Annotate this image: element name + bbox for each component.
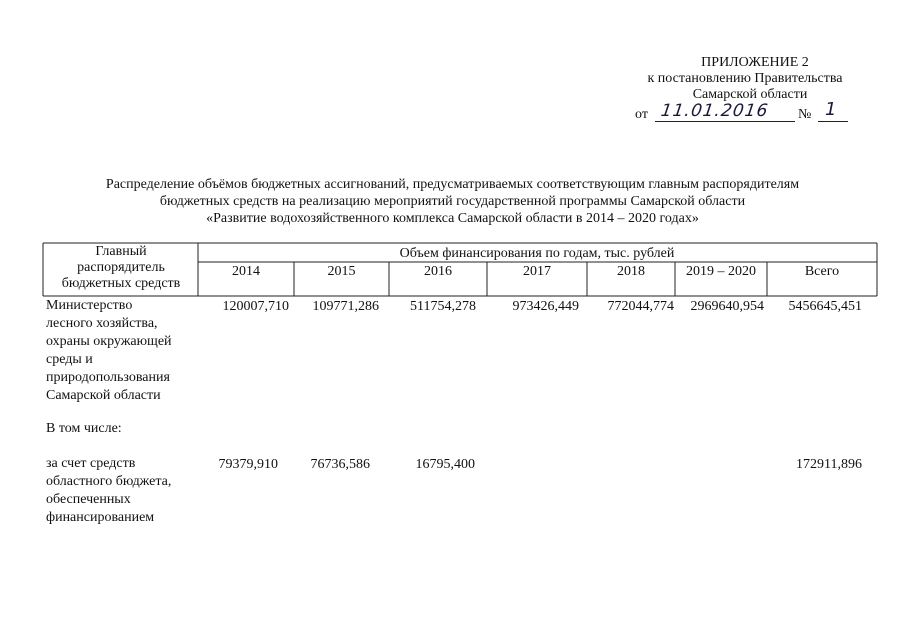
- document-title: [40, 176, 865, 227]
- row-regional-budget-label: [46, 455, 196, 527]
- appendix-date-number-row: [635, 99, 895, 125]
- handwritten-number: 1: [825, 99, 837, 120]
- header-main-line: распорядитель: [77, 260, 165, 275]
- header-main-line: Главный: [95, 244, 147, 259]
- row-label-line: лесного хозяйства,: [46, 316, 158, 331]
- row-regional-2016: 16795,400: [415, 457, 475, 472]
- row-ministry-2019-2020: 2969640,954: [690, 299, 764, 314]
- row-label-line: природопользования: [46, 370, 170, 385]
- row-regional-total: 172911,896: [796, 457, 862, 472]
- row-label-line: охраны окружающей: [46, 334, 172, 349]
- document-title-line-3: «Развитие водохозяйственного комплекса Самарской области в 2014 – 2020 годах»: [206, 211, 699, 226]
- row-label-line: Самарской области: [46, 388, 161, 403]
- document-title-line-2: бюджетных средств на реализацию мероприятий государственной программы Самарской области: [159, 194, 746, 209]
- row-ministry-2016: 511754,278: [410, 299, 476, 314]
- number-prefix: №: [798, 107, 812, 122]
- header-year-2015: 2015: [327, 264, 356, 279]
- appendix-line-resolution: к постановлению Правительства: [647, 71, 843, 86]
- header-year-2017: 2017: [523, 264, 551, 279]
- row-ministry-label: [46, 297, 196, 405]
- appendix-line-region: Самарской области: [692, 87, 808, 102]
- row-label-line: за счет средств: [46, 456, 136, 471]
- row-including-label: [46, 420, 196, 438]
- header-main-line: бюджетных средств: [61, 276, 181, 291]
- row-label-line: финансированием: [46, 510, 155, 525]
- header-funding-group: Объем финансирования по годам, тыс. рублей: [399, 246, 675, 261]
- row-ministry-2015: 109771,286: [312, 299, 379, 314]
- row-label-line: В том числе:: [46, 421, 122, 436]
- handwritten-date: 11.01.2016: [659, 101, 770, 121]
- date-prefix: от: [635, 107, 648, 122]
- document-title-line-1: Распределение объёмов бюджетных ассигнований, предусматриваемых соответствующим главным распорядителям: [105, 177, 800, 192]
- header-year-2016: 2016: [424, 264, 452, 279]
- header-year-2014: 2014: [232, 264, 260, 279]
- appendix-title: ПРИЛОЖЕНИЕ 2: [701, 55, 809, 70]
- row-label-line: областного бюджета,: [46, 474, 172, 489]
- number-underline: [818, 121, 848, 122]
- row-regional-2015: 76736,586: [310, 457, 370, 472]
- row-ministry-2014: 120007,710: [222, 299, 289, 314]
- row-ministry-2018: 772044,774: [607, 299, 674, 314]
- row-ministry-total: 5456645,451: [788, 299, 862, 314]
- header-year-2018: 2018: [617, 264, 645, 279]
- row-label-line: Министерство: [46, 298, 133, 313]
- header-main-distributor: [48, 244, 194, 292]
- header-year-2019-2020: 2019 – 2020: [686, 264, 756, 279]
- row-label-line: обеспеченных: [46, 492, 131, 507]
- date-underline: [655, 121, 795, 122]
- header-total: Всего: [804, 264, 840, 279]
- row-regional-2014: 79379,910: [218, 457, 278, 472]
- row-ministry-2017: 973426,449: [512, 299, 579, 314]
- row-label-line: среды и: [46, 352, 93, 367]
